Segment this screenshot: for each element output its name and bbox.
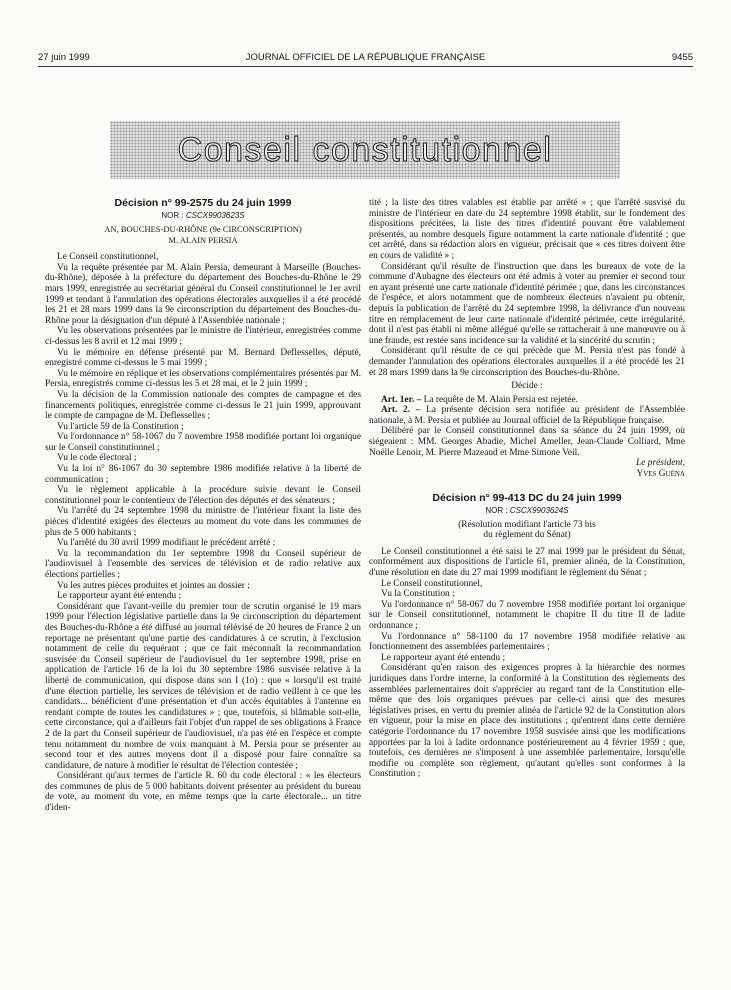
paragraph: Vu la requête présentée par M. Alain Persia, demeurant à Marseille (Bouches-du-Rhône), déposée à la préfecture du département des Bouches-du-Rhône le 29 mars 1999, enregistrée au secrétariat général du Conseil constitutionnel le 1er avril 1999 et tendant à l'annulation des opérations électorales auxquelles il a été procédé les 21 et 28 mars 1999 dans la 9e circonscription du département des Bouches-du-Rhône pour la désignation d'un député à l'Assemblée nationale ; [45, 262, 361, 326]
paragraph: Considérant qu'en raison des exigences propres à la hiérarchie des normes juridiques dans l'ordre interne, la conformité à la Constitution des règlements des assemblées parlementaires doit s'apprécier au regard tant de la Constitution elle-même que des lois organiques prévues par celle-ci ainsi que des mesures législatives prises, en vertu du premier alinéa de l'article 92 de la Constitution alors en vigueur, pour la mise en place des institutions ; qu'entrent dans cette dernière catégorie l'ordonnance du 17 novembre 1958 susvisée ainsi que les modifications apportées par la loi à ladite ordonnance postérieurement au 4 février 1959 ; que, toutefois, ces dernières ne s'imposent à une assemblée parlementaire, lorsqu'elle modifie ou complète son règlement, qu'autant qu'elles sont conformes à la Constitution ; [369, 663, 685, 780]
article-2-label: Art. 2. – [381, 405, 421, 416]
paragraph: Considérant qu'il résulte de ce qui précède que M. Persia n'est pas fondé à demander l'annulation des opérations électorales auxquelles il a été procédé les 21 et 28 mars 1999 dans la 9e circonscription des Bouches-du-Rhône. [369, 346, 685, 378]
article-1-label: Art. 1er. – [381, 394, 422, 405]
paragraph: Considérant que l'avant-veille du premier tour de scrutin organisé le 19 mars 1999 pour l'élection législative partielle dans la 9e circonscription du département des Bouches-du-Rhône a été diffusé au journal télévisé de 20 heures de France 2 un reportage ne présentant qu'une partie des candidatures à ce scrutin, à l'exclusion notamment de celle du requérant ; que ce fait méconnaît la recommandation susvisée du Conseil supérieur de l'audiovisuel du 1er septembre 1998, prise en application de l'article 16 de la loi du 30 septembre 1986 susvisée relative à la liberté de communication, qui dispose dans son I (1o) : que « lorsqu'il est traité d'une élection partielle, les services de télévision et de radio veillent à ce que les candidats... bénéficient d'une présentation et d'un accès équitables à l'antenne en rendant compte de toutes les candidatures » ; que, toutefois, si blâmable soit-elle, cette circonstance, qui a d'ailleurs fait l'objet d'un rappel de ses obligations à France 2 de la part du Conseil supérieur de l'audiovisuel, n'a pas été en l'espèce et compte tenu notamment du nombre de voix manquant à M. Persia pour se présenter au second tour et des autres moyens dont il a disposé pour faire connaître sa candidature, de nature à modifier le résultat de l'élection contestée ; [45, 601, 361, 771]
nor-code: CSCX9903624S [509, 506, 569, 516]
paragraph: Considérant qu'aux termes de l'article R. 60 du code électoral : « les électeurs des communes de plus de 5 000 habitants doivent présenter au président du bureau de vote, au moment du vote, en même temps que la carte électorale... un titre d'iden- [45, 771, 361, 814]
header-rule [38, 66, 693, 67]
paragraph: Le Conseil constitutionnel, [57, 252, 159, 263]
decision-subtitle-constituency: AN, BOUCHES-DU-RHÔNE (9e CIRCONSCRIPTION) [104, 224, 302, 235]
left-column [45, 198, 361, 814]
signatory-name: Yves Guéna [636, 468, 685, 479]
paragraph: Le rapporteur ayant été entendu ; [57, 591, 182, 602]
section-banner [110, 121, 620, 179]
paragraph: Vu l'arrêté du 30 avril 1999 modifiant le précédent arrêté ; [57, 538, 276, 549]
article-1-text: La requête de M. Alain Persia est rejetée. [423, 394, 578, 405]
right-column [369, 198, 685, 780]
paragraph: Vu l'arrêté du 24 septembre 1998 du ministre de l'intérieur fixant la liste des pièces d'identité exigées des électeurs au moment du vote dans les communes de plus de 5 000 habitants ; [45, 506, 361, 538]
paragraph: Vu les autres pièces produites et jointes au dossier ; [57, 580, 250, 591]
nor-label: NOR : [161, 210, 184, 220]
decision-subtitle: du règlement du Sénat) [483, 530, 571, 541]
paragraph: Le Conseil constitutionnel, [381, 578, 483, 589]
running-header [38, 52, 693, 66]
paragraph: Vu le code électoral ; [57, 453, 137, 464]
paragraph: Considérant qu'il résulte de l'instruction que dans les bureaux de vote de la commune d'Aubagne des électeurs ont été admis à voter au premier et second tour en ayant présenté une carte nationale d'identité périmée ; que, dans les circonstances de l'espèce, et alors notamment que de nombreux électeurs n'avaient pu obtenir, depuis la publication de l'arrêté du 24 septembre 1998, la délivrance d'un nouveau titre en remplacement de leur carte nationale d'identité périmée, cette irrégularité, dont il n'est pas établi ni même allégué qu'elle se rattacherait à une manœuvre ou à une fraude, est restée sans incidence sur la validité et la sincérité du scrutin ; [369, 261, 685, 346]
header-journal-title: JOURNAL OFFICIEL DE LA RÉPUBLIQUE FRANÇAISE [245, 52, 486, 63]
paragraph: Vu le règlement applicable à la procédure suivie devant le Conseil constitutionnel pour le contentieux de l'élection des députés et des sénateurs ; [45, 485, 361, 506]
decision-title: Décision n° 99-2575 du 24 juin 1999 [114, 197, 292, 209]
paragraph: Vu l'ordonnance n° 58-1100 du 17 novembre 1958 modifiée relative au fonctionnement des assemblées parlementaires ; [369, 631, 685, 653]
paragraph: Vu la loi n° 86-1067 du 30 septembre 1986 modifiée relative à la liberté de communication ; [45, 464, 361, 485]
nor-reference [45, 211, 361, 222]
decision-subtitle-petitioner: M. ALAIN PERSIA [168, 235, 238, 246]
paragraph: Vu la décision de la Commission nationale des comptes de campagne et des financements politiques, enregistrée comme ci-dessus le 21 juin 1999, approuvant le compte de campagne de M. Deflesselles ; [45, 389, 361, 422]
paragraph: Vu l'ordonnance n° 58-067 du 7 novembre 1958 modifiée portant loi organique sur le Conseil constitutionnel, notamment le chapitre II du titre II de ladite ordonnance ; [369, 599, 685, 631]
nor-reference [369, 506, 685, 517]
paragraph-continuation: tité ; la liste des titres valables est établie par arrêté » ; que l'arrêté susvisé du ministre de l'intérieur en date du 24 septembre 1998 établit, sur le fondement des dispositions précitées, la liste des titres d'identité pouvant être valablement présentés, au nombre desquels figure notamment la carte nationale d'identité ; que cet arrêté, dans sa rédaction alors en vigueur, précisait que « ces titres doivent être en cours de validité » ; [369, 198, 685, 261]
header-date: 27 juin 1999 [38, 52, 90, 63]
paragraph: Vu la Constitution ; [381, 589, 455, 600]
header-page-number: 9455 [671, 52, 693, 63]
decision-subtitle: (Résolution modifiant l'article 73 bis [458, 519, 596, 530]
paragraph: Vu le mémoire en défense présenté par M. Bernard Deflesselles, député, enregistré comme ci-dessus le 5 mai 1999 ; [45, 347, 361, 369]
decide-heading: Décide : [511, 381, 543, 392]
deliberation-paragraph: Délibéré par le Conseil constitutionnel dans sa séance du 24 juin 1999, où siégeaient : MM. Georges Abadie, Michel Ameller, Jean-Claude Colliard, Mme Noëlle Lenoir, M. Pierre Mazeaud et Mme Simone Veil. [369, 426, 685, 458]
paragraph: Vu le mémoire en réplique et les observations complémentaires présentés par M. Persia, enregistrés comme ci-dessus les 5 et 28 mai, et le 2 juin 1999 ; [45, 368, 361, 390]
paragraph: Le rapporteur ayant été entendu ; [381, 652, 506, 663]
article-2-text: La présente décision sera notifiée au président de l'Assemblée nationale, à M. Persia et publiée au Journal officiel de la République française. [369, 405, 685, 426]
signature-title: Le président, [636, 458, 685, 469]
paragraph: Vu les observations présentées par le ministre de l'intérieur, enregistrées comme ci-dessus les 8 avril et 12 mai 1999 ; [45, 326, 361, 347]
article-2 [369, 405, 685, 426]
nor-code: CSCX9903623S [185, 210, 245, 220]
paragraph: Le Conseil constitutionnel a été saisi le 27 mai 1999 par le président du Sénat, conformément aux dispositions de l'article 61, premier alinéa, de la Constitution, d'une résolution en date du 27 mai 1999 modifiant le règlement du Sénat ; [369, 546, 685, 578]
nor-label: NOR : [485, 506, 508, 516]
article-1 [369, 395, 685, 406]
paragraph: Vu l'ordonnance n° 58-1067 du 7 novembre 1958 modifiée portant loi organique sur le Conseil constitutionnel ; [45, 432, 361, 453]
decision-title: Décision n° 99-413 DC du 24 juin 1999 [432, 492, 622, 505]
banner-title: Conseil constitutionnel [177, 130, 553, 169]
paragraph: Vu l'article 59 de la Constitution ; [57, 421, 184, 432]
paragraph: Vu la recommandation du 1er septembre 1998 du Conseil supérieur de l'audiovisuel à l'ensemble des services de télévision et de radio relative aux élections partielles ; [45, 548, 361, 580]
